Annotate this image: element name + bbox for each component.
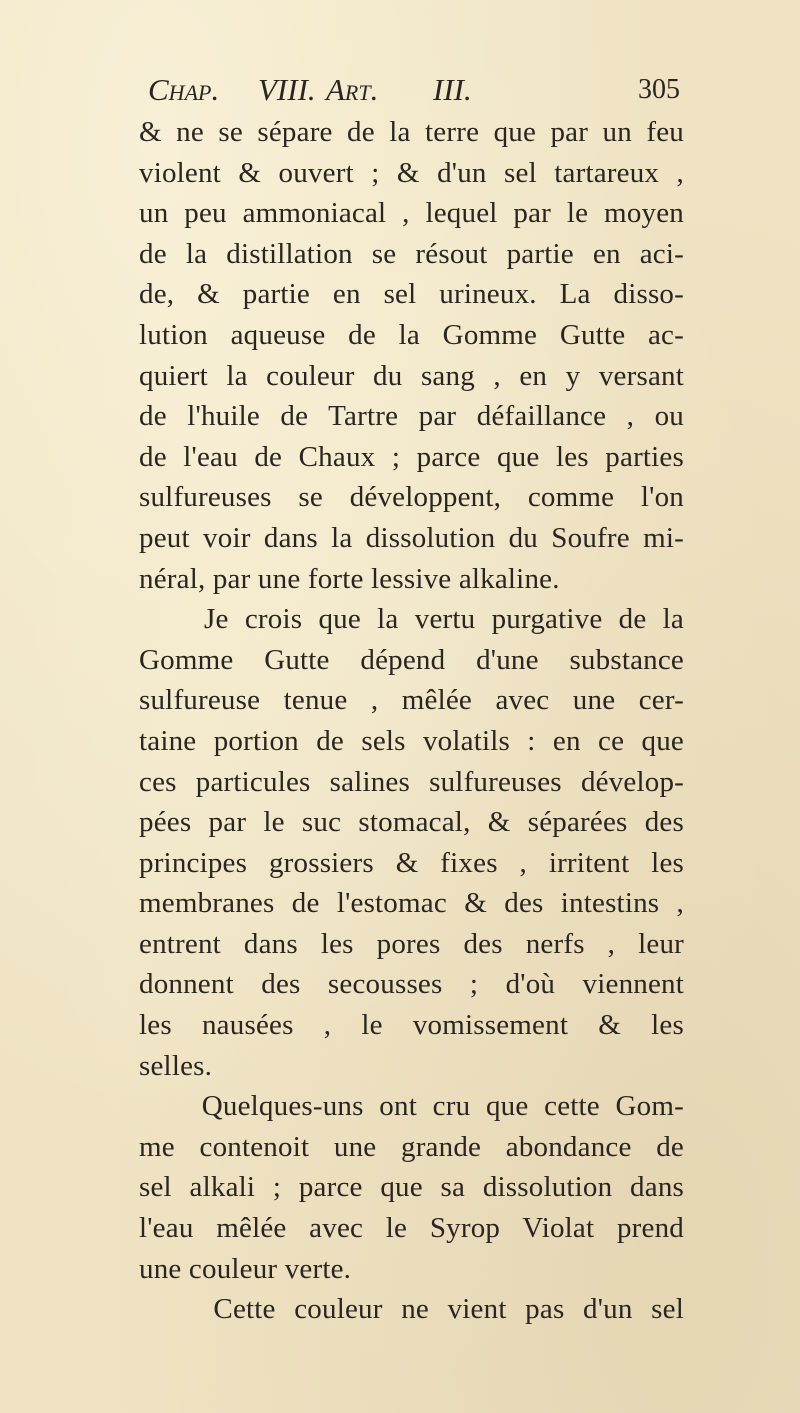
text-line: quiert la couleur du sang , en y versant	[139, 359, 684, 392]
text-line: membranes de l'estomac & des intestins ,	[139, 887, 684, 920]
body-text	[139, 112, 684, 1330]
text-line: de la distillation se résout partie en aci-	[139, 237, 684, 270]
text-line: & ne se sépare de la terre que par un feu	[139, 116, 684, 148]
text-line: sel alkali ; parce que sa dissolution dans	[139, 1171, 684, 1204]
paragraph-start-line: Quelques-uns ont cru que cette Gom-	[139, 1090, 684, 1123]
text-line: ces particules salines sulfureuses dévelop-	[139, 765, 684, 798]
text-line: de l'huile de Tartre par défaillance , ou	[139, 400, 684, 433]
text-line: lution aqueuse de la Gomme Gutte ac-	[139, 318, 684, 351]
paragraph-start-line: Je crois que la vertu purgative de la	[139, 603, 684, 636]
running-header	[140, 68, 680, 112]
chapter-label: Chap.	[148, 72, 220, 107]
text-line: entrent dans les pores des nerfs , leur	[139, 927, 684, 960]
chapter-number: VIII.	[258, 72, 316, 107]
paragraph-end-line: une couleur verte.	[139, 1252, 352, 1285]
text-line: un peu ammoniacal , lequel par le moyen	[139, 197, 684, 230]
text-line: pées par le suc stomacal, & séparées des	[139, 806, 684, 839]
text-line: l'eau mêlée avec le Syrop Violat prend	[139, 1212, 684, 1245]
text-line: peut voir dans la dissolution du Soufre mi-	[139, 521, 684, 554]
text-line: taine portion de sels volatils : en ce que	[139, 724, 684, 757]
text-line: sulfureuses se développent, comme l'on	[139, 481, 684, 514]
page-number: 305	[638, 74, 680, 105]
text-line: me contenoit une grande abondance de	[139, 1130, 684, 1163]
text-line: Gomme Gutte dépend d'une substance	[139, 643, 684, 676]
text-line: les nausées , le vomissement & les	[139, 1009, 684, 1042]
text-line: principes grossiers & fixes , irritent les	[139, 846, 684, 879]
text-line: de, & partie en sel urineux. La disso-	[139, 278, 684, 311]
article-label: Art.	[326, 72, 379, 107]
paragraph-end-line: selles.	[139, 1049, 213, 1082]
text-line: violent & ouvert ; & d'un sel tartareux ,	[139, 156, 684, 189]
article-number: III.	[433, 72, 472, 107]
text-line: de l'eau de Chaux ; parce que les parties	[139, 440, 684, 473]
paragraph-end-line: néral, par une forte lessive alkaline.	[139, 562, 560, 595]
text-line: sulfureuse tenue , mêlée avec une cer-	[139, 684, 684, 717]
text-line: donnent des secousses ; d'où viennent	[139, 968, 684, 1001]
paragraph-start-line: Cette couleur ne vient pas d'un sel	[139, 1293, 684, 1326]
